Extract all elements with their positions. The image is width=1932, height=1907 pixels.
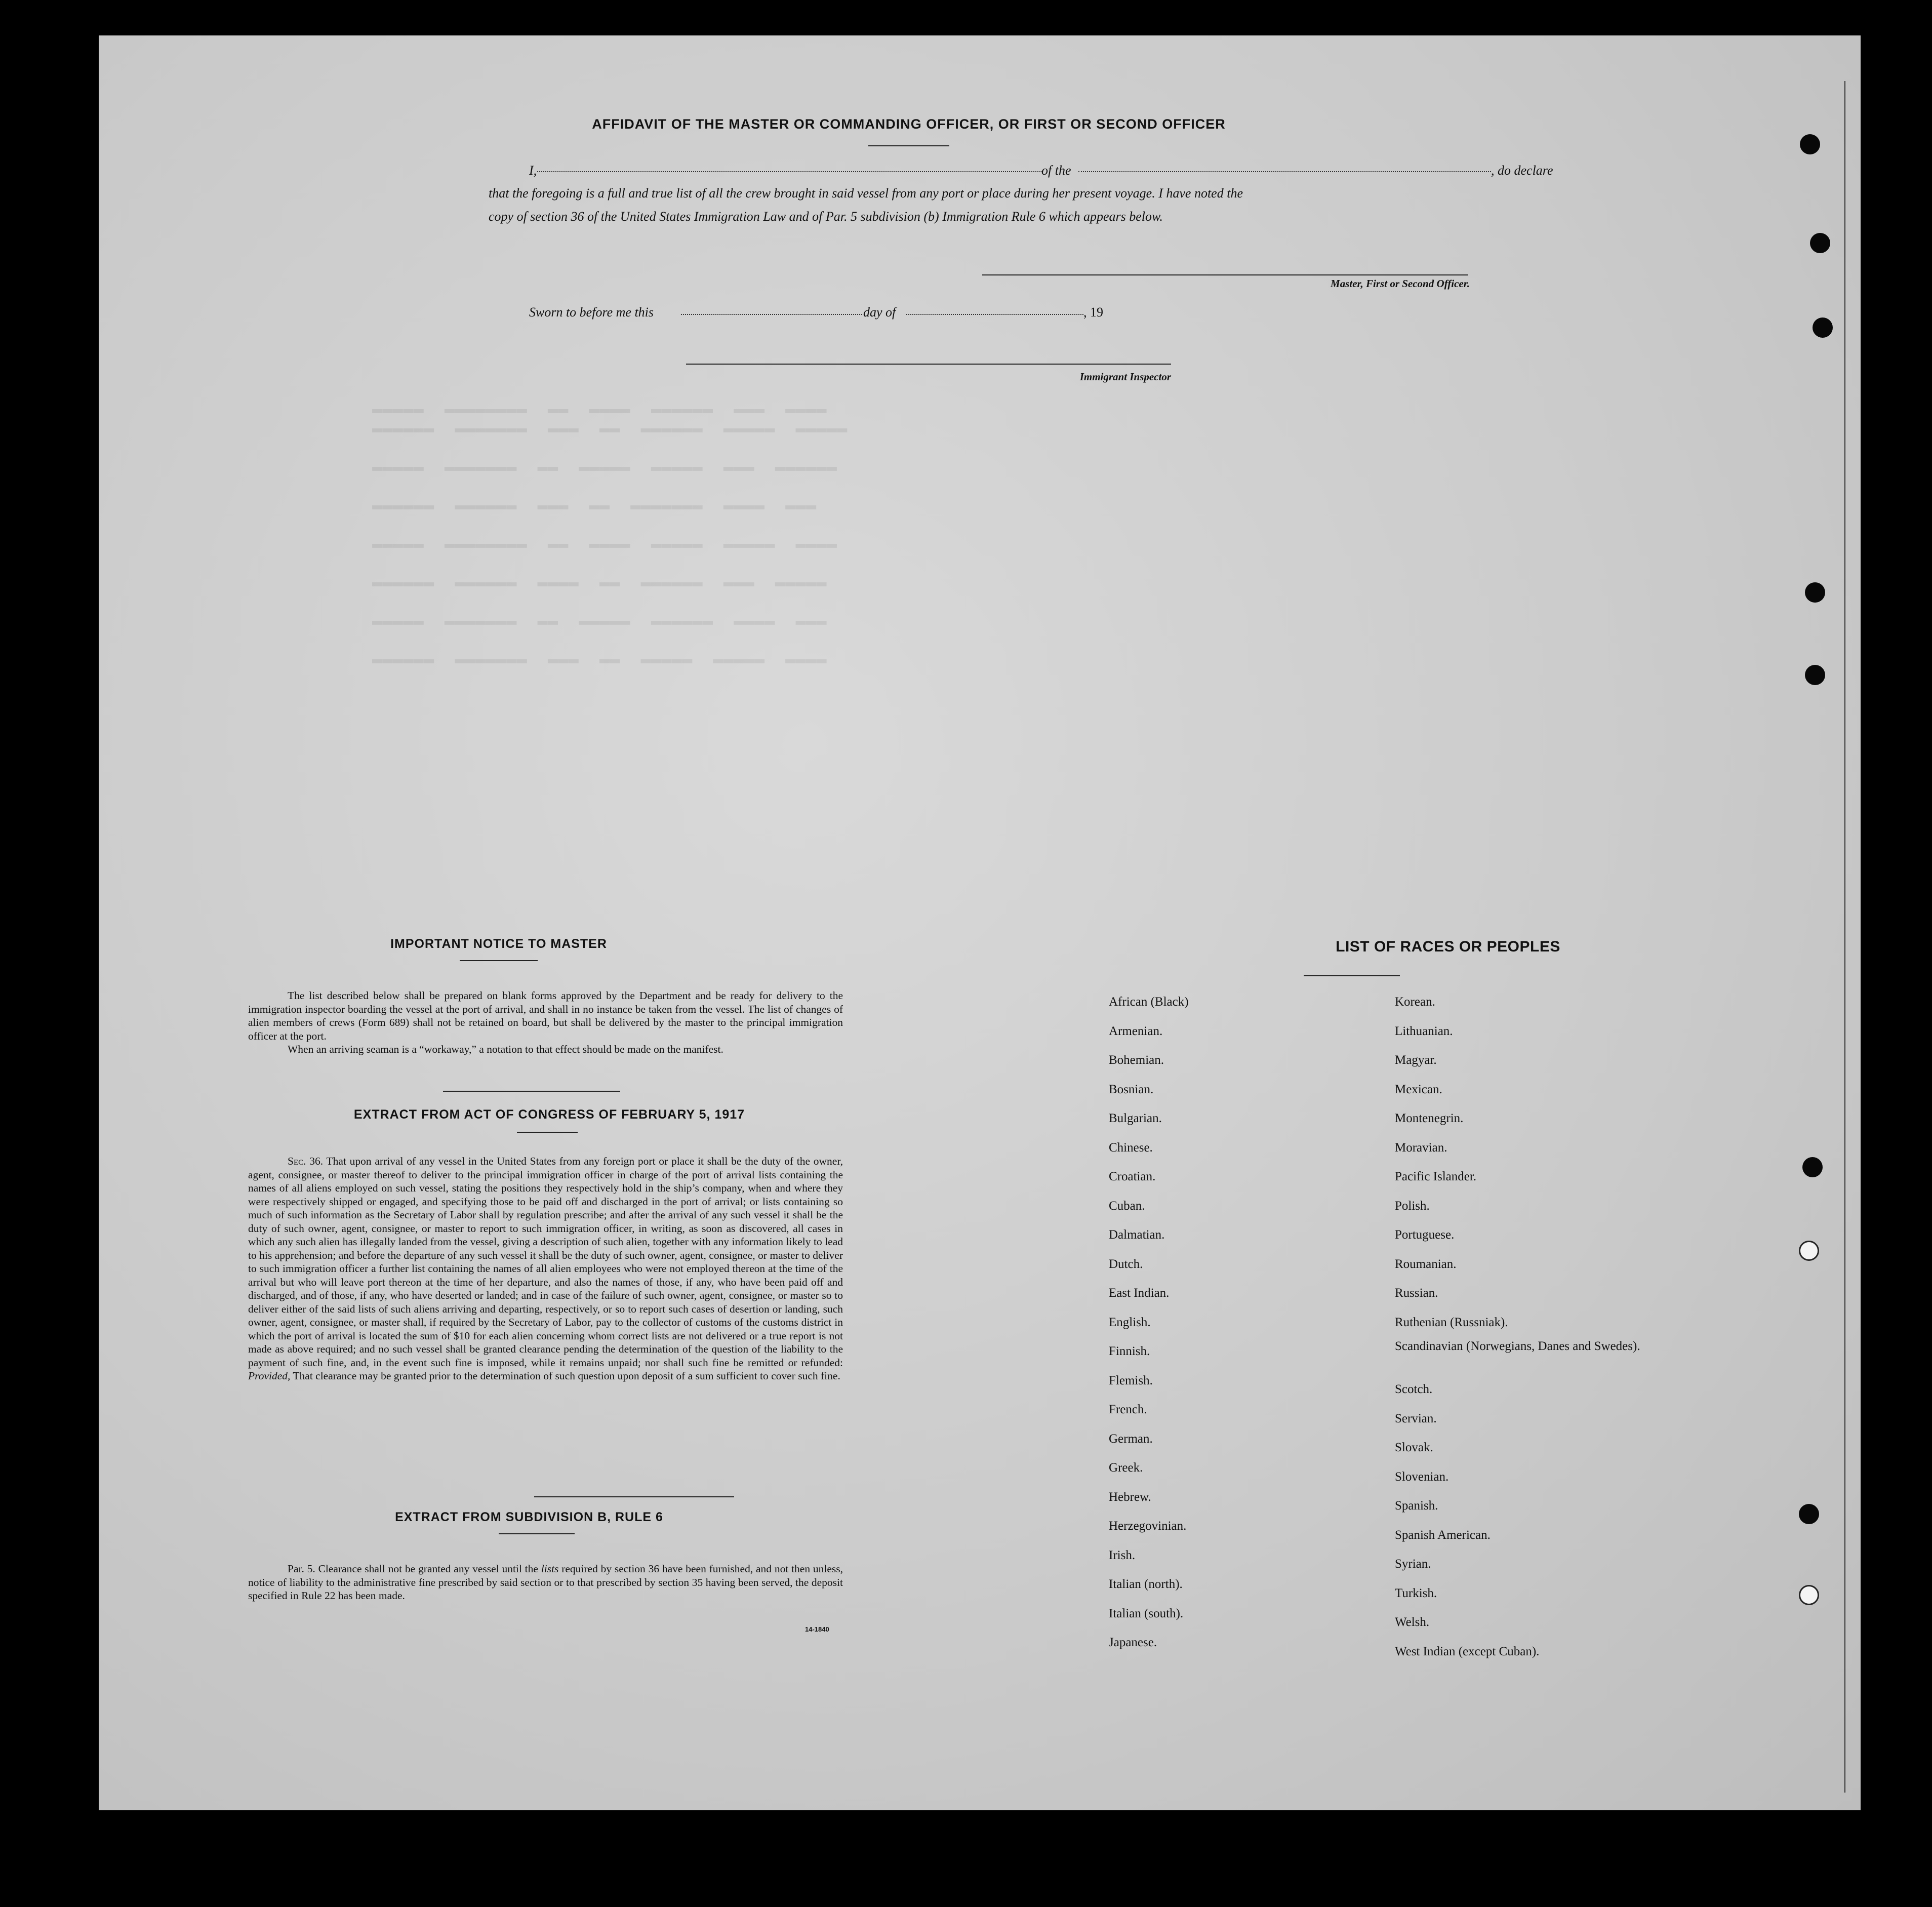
extract-rule-par-label: Par. 5. — [288, 1563, 315, 1575]
race-item: Dutch. — [1109, 1257, 1143, 1271]
race-item: German. — [1109, 1432, 1153, 1446]
extract-act-provided: Provided, — [248, 1370, 291, 1382]
race-item: African (Black) — [1109, 995, 1189, 1009]
notice-title-rule — [460, 960, 538, 961]
race-item: Flemish. — [1109, 1373, 1153, 1387]
extract-rule-lists-word: lists — [541, 1563, 559, 1575]
punch-hole — [1805, 665, 1825, 685]
race-item: Mexican. — [1395, 1082, 1442, 1096]
affidavit-line1-declare: , do declare — [1491, 163, 1553, 178]
race-item: Spanish American. — [1395, 1528, 1491, 1542]
punch-hole — [1800, 134, 1820, 154]
document-page — [99, 35, 1861, 1810]
punch-hole — [1802, 1157, 1823, 1177]
race-item: Turkish. — [1395, 1586, 1437, 1600]
affidavit-line1-i: I, — [529, 163, 537, 178]
form-number: 14-1840 — [805, 1625, 829, 1633]
race-item: Italian (north). — [1109, 1577, 1183, 1591]
extract-act-separator — [534, 1496, 734, 1497]
master-signature-label: Master, First or Second Officer. — [1331, 277, 1470, 290]
race-item: Syrian. — [1395, 1557, 1431, 1571]
race-item: Slovak. — [1395, 1441, 1433, 1454]
race-item: Pacific Islander. — [1395, 1170, 1477, 1183]
sworn-day-of: day of — [863, 305, 896, 320]
affidavit-body-line2: that the foregoing is a full and true list of all the crew brought in said vessel from any port or place during her present voyage. I have noted the — [489, 186, 1243, 201]
race-item: Montenegrin. — [1395, 1111, 1464, 1125]
race-item: Armenian. — [1109, 1024, 1163, 1038]
affidavit-title-rule — [868, 145, 949, 146]
race-item: Cuban. — [1109, 1199, 1145, 1213]
race-item: Magyar. — [1395, 1053, 1437, 1067]
race-item: English. — [1109, 1315, 1151, 1329]
extract-rule-body-a: Clearance shall not be granted any vessel until the — [318, 1563, 538, 1575]
race-item: Roumanian. — [1395, 1257, 1457, 1271]
race-item: Dalmatian. — [1109, 1228, 1165, 1242]
race-item: East Indian. — [1109, 1286, 1170, 1300]
extract-rule-body — [248, 1562, 843, 1603]
vessel-name-field[interactable] — [1078, 171, 1491, 172]
sworn-day-field[interactable] — [681, 314, 862, 315]
races-title: LIST OF RACES OR PEOPLES — [1336, 938, 1560, 955]
race-item: Irish. — [1109, 1548, 1136, 1562]
race-item: Servian. — [1395, 1411, 1437, 1425]
race-item: Hebrew. — [1109, 1490, 1151, 1504]
race-item: Bulgarian. — [1109, 1111, 1162, 1125]
extract-rule-title: EXTRACT FROM SUBDIVISION B, RULE 6 — [395, 1510, 663, 1524]
affidavit-title: AFFIDAVIT OF THE MASTER OR COMMANDING OFFICER, OR FIRST OR SECOND OFFICER — [592, 116, 1226, 132]
extract-act-body-b: That clearance may be granted prior to the determination of such question upon deposit of a sum sufficient to cover such fine. — [293, 1370, 840, 1382]
extract-act-title-rule — [517, 1132, 578, 1133]
bleed-through-texture: ▬▬▬▬▬ ▬▬▬▬▬▬▬▬ ▬▬ ▬▬▬▬ ▬▬▬▬▬▬ ▬▬▬ ▬▬▬▬ ▬▬▬▬▬▬ ▬▬▬▬▬▬▬ ▬▬▬ ▬▬ ▬▬▬▬▬▬ ▬▬▬▬▬ ▬▬▬▬▬ ▬▬▬▬▬ ▬▬▬▬▬▬▬ ▬▬ ▬▬▬▬▬ ▬▬▬▬▬ ▬▬▬ ▬▬▬▬▬▬ ▬▬▬▬▬▬ ▬▬▬▬▬▬ ▬▬▬ ▬▬ ▬▬▬▬▬▬▬ ▬▬▬▬ ▬▬▬ ▬▬▬▬▬ ▬▬▬▬▬▬▬▬ ▬▬ ▬▬▬▬ ▬▬▬▬▬ ▬▬▬▬▬ ▬▬▬▬ ▬▬▬▬▬▬ ▬▬▬▬▬▬ ▬▬▬▬ ▬▬ ▬▬▬▬▬▬ ▬▬▬ ▬▬▬▬▬ ▬▬▬▬▬ ▬▬▬▬▬▬▬ ▬▬ ▬▬▬▬▬ ▬▬▬▬▬▬ ▬▬▬▬ ▬▬▬ ▬▬▬▬▬▬ ▬▬▬▬▬▬▬ ▬▬▬ ▬▬ ▬▬▬▬▬ ▬▬▬▬▬ ▬▬▬▬ — [372, 400, 848, 669]
affidavit-line1-of-the: of the — [1041, 163, 1071, 178]
race-item: Herzegovinian. — [1109, 1519, 1187, 1533]
notice-paragraph-1: The list described below shall be prepared on blank forms approved by the Department and be ready for delivery to the immigration inspector boarding the vessel at the port of arrival, and shall in no instance be taken from the vessel. The list of changes of alien members of crews (Form 689) shall not be retained on board, but shall be delivered by the master to the principal immigration officer at the port. — [248, 989, 843, 1042]
race-item: Italian (south). — [1109, 1606, 1184, 1620]
race-item: French. — [1109, 1403, 1147, 1416]
inspector-signature-line[interactable] — [686, 364, 1171, 365]
notice-separator — [443, 1091, 620, 1092]
race-item: Bosnian. — [1109, 1082, 1154, 1096]
race-item: Scandinavian (Norwegians, Danes and Swedes). — [1395, 1339, 1640, 1353]
extract-rule-title-rule — [499, 1533, 575, 1534]
race-item: Japanese. — [1109, 1636, 1157, 1649]
race-item: Welsh. — [1395, 1615, 1430, 1629]
punch-hole — [1799, 1504, 1819, 1524]
race-item: Polish. — [1395, 1199, 1430, 1213]
punch-hole — [1799, 1585, 1819, 1605]
sworn-month-field[interactable] — [906, 314, 1083, 315]
extract-act-title: EXTRACT FROM ACT OF CONGRESS OF FEBRUARY 5, 1917 — [353, 1107, 745, 1122]
master-name-field[interactable] — [537, 171, 1042, 172]
sworn-year: , 19 — [1083, 305, 1103, 320]
races-list-right — [1395, 987, 1658, 1666]
punch-hole — [1799, 1241, 1819, 1261]
extract-act-body — [248, 1155, 843, 1383]
inspector-label: Immigrant Inspector — [1079, 371, 1171, 383]
race-item: Ruthenian (Russniak). — [1395, 1315, 1508, 1329]
punch-hole — [1813, 317, 1833, 338]
race-item: Croatian. — [1109, 1170, 1156, 1183]
extract-rule-body-b: required by section 36 have been furnished, and not then unless, notice of liability to the administrative fine prescribed by said section or to that prescribed by section 35 having been served, the deposit specified in Rule 22 has been made. — [248, 1563, 843, 1602]
notice-title: IMPORTANT NOTICE TO MASTER — [390, 937, 607, 951]
race-item: Russian. — [1395, 1286, 1438, 1300]
race-item: West Indian (except Cuban). — [1395, 1644, 1540, 1658]
race-item: Portuguese. — [1395, 1228, 1455, 1242]
race-item: Spanish. — [1395, 1499, 1438, 1513]
sworn-prefix: Sworn to before me this — [529, 305, 654, 320]
master-signature-line[interactable] — [982, 274, 1468, 275]
race-item: Moravian. — [1395, 1140, 1447, 1155]
notice-paragraph-2: When an arriving seaman is a “workaway,” a notation to that effect should be made on the manifest. — [288, 1043, 723, 1055]
extract-act-sec-label: Sec. 36. — [288, 1155, 324, 1167]
page-edge-line — [1844, 81, 1845, 1793]
race-item: Slovenian. — [1395, 1469, 1449, 1484]
races-title-rule — [1304, 975, 1400, 976]
race-item: Korean. — [1395, 995, 1435, 1009]
races-list-left — [1109, 987, 1372, 1657]
race-item: Bohemian. — [1109, 1053, 1164, 1067]
race-item: Chinese. — [1109, 1140, 1153, 1155]
race-item: Finnish. — [1109, 1344, 1150, 1358]
affidavit-body-line3: copy of section 36 of the United States Immigration Law and of Par. 5 subdivision (b) Immigration Rule 6 which appears below. — [489, 209, 1163, 224]
race-item: Scotch. — [1395, 1382, 1433, 1396]
punch-hole — [1805, 582, 1825, 603]
extract-act-body-a: That upon arrival of any vessel in the United States from any foreign port or place it shall be the duty of the owner, agent, consignee, or master thereof to deliver to the principal immigration officer in charge of the port of arrival lists containing the names of all aliens employed on such vessel, stating the positions they respectively hold in the ship’s company, when and where they were respectively shipped or engaged, and specifying those to be paid off and discharged in the port of arrival; or lists containing so much of such information as the Secretary of Labor shall by regulation prescribe; and after the arrival of any such vessel it shall be the duty of such owner, agent, consignee, or master to report to such immigration officer, in writing, as soon as discovered, all cases in which any such alien has illegally landed from the vessel, giving a description of such alien, together with any information likely to lead to his apprehension; and before the departure of any such vessel it shall be the duty of such owner, agent, consignee, or master to deliver to such immigration officer a further list containing the names of all alien employees who were not employed thereon at the time of the arrival but who will leave port thereon at the time of her departure, and also the names of those, if any, who have been paid off and discharged, and of those, if any, who have deserted or landed; and in case of the failure of such owner, agent, consignee, or master so to deliver either of the said lists of such aliens arriving and departing, respectively, or so to report such cases of desertion or landing, such owner, agent, consignee, or master shall, if required by the Secretary of Labor, pay to the collector of customs of the customs district in which the port of arrival is located the sum of $10 for each alien concerning whom correct lists are not delivered or a true report is not made as above required; and no such vessel shall be granted clearance pending the determination of the question of the liability to the payment of such fine, and, in the event such fine is imposed, while it remains unpaid; nor shall such fine be remitted or refunded: — [248, 1155, 843, 1369]
punch-hole — [1810, 233, 1830, 253]
race-item: Lithuanian. — [1395, 1024, 1453, 1038]
race-item: Greek. — [1109, 1461, 1143, 1475]
